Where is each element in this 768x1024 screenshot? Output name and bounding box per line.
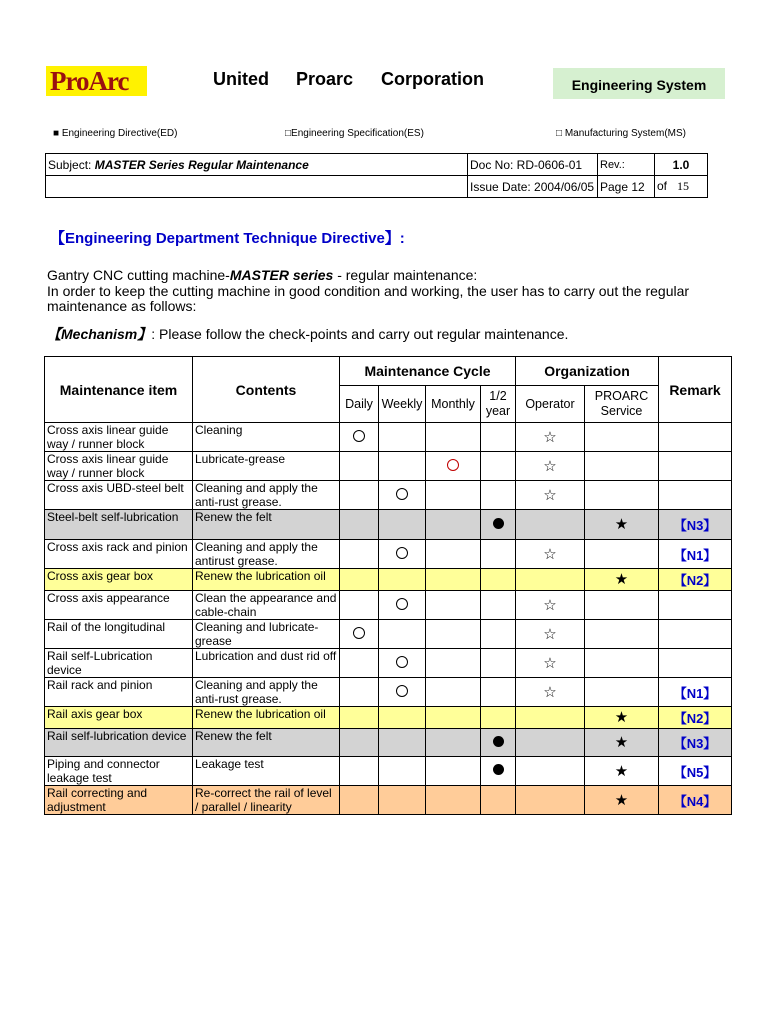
cycle-weekly-cell	[379, 540, 426, 569]
operator-cell	[516, 481, 585, 510]
operator-cell	[516, 786, 585, 815]
proarc-service-cell	[585, 569, 659, 591]
filled-star-icon: ★	[614, 709, 629, 726]
cycle-weekly-cell	[379, 452, 426, 481]
cycle-weekly-cell	[379, 423, 426, 452]
proarc-service-cell	[585, 649, 659, 678]
table-row	[45, 540, 732, 569]
proarc-logo: ProArc	[46, 66, 147, 96]
cycle-monthly-cell	[426, 540, 481, 569]
circle-icon	[447, 459, 459, 471]
circle-icon	[396, 547, 408, 559]
table-row	[45, 423, 732, 452]
contents-cell: Renew the felt	[193, 510, 340, 540]
cycle-half-cell	[481, 591, 516, 620]
proarc-service-cell	[585, 540, 659, 569]
cycle-weekly-cell	[379, 757, 426, 786]
contents-cell: Renew the lubrication oil	[193, 707, 340, 729]
header-remark: Remark	[659, 357, 732, 423]
proarc-service-cell	[585, 481, 659, 510]
intro-line-3: maintenance as follows:	[47, 298, 197, 314]
cycle-weekly-cell	[379, 481, 426, 510]
filled-dot-icon	[493, 518, 504, 529]
intro-line-1: Gantry CNC cutting machine-MASTER series - regular maintenance:	[47, 267, 478, 283]
cycle-monthly-cell	[426, 423, 481, 452]
contents-cell: Lubrication and dust rid off	[193, 649, 340, 678]
cycle-daily-cell	[340, 678, 379, 707]
engineering-system-badge: Engineering System	[553, 68, 725, 99]
remark-cell	[659, 423, 732, 452]
maintenance-item-cell: Cross axis appearance	[45, 591, 193, 620]
header-proarc-service: PROARC Service	[585, 386, 659, 423]
proarc-service-cell	[585, 620, 659, 649]
cycle-daily-cell	[340, 540, 379, 569]
cycle-daily-cell	[340, 649, 379, 678]
remark-cell	[659, 649, 732, 678]
table-row	[45, 591, 732, 620]
operator-cell	[516, 620, 585, 649]
operator-cell	[516, 649, 585, 678]
circle-icon	[396, 656, 408, 668]
cycle-daily-cell	[340, 591, 379, 620]
cycle-daily-cell	[340, 452, 379, 481]
contents-cell: Cleaning	[193, 423, 340, 452]
proarc-service-cell	[585, 729, 659, 757]
table-row	[45, 510, 732, 540]
cycle-half-cell	[481, 569, 516, 591]
outline-star-icon: ☆	[543, 683, 557, 701]
cycle-monthly-cell	[426, 649, 481, 678]
maintenance-item-cell: Rail self-Lubrication device	[45, 649, 193, 678]
header-monthly: Monthly	[426, 386, 481, 423]
cycle-half-cell	[481, 729, 516, 757]
remark-cell: 【N3】	[659, 510, 732, 540]
proarc-service-cell	[585, 423, 659, 452]
remark-cell	[659, 620, 732, 649]
outline-star-icon: ☆	[543, 457, 557, 475]
company-name-united: United	[213, 69, 269, 89]
outline-star-icon: ☆	[543, 625, 557, 643]
remark-cell: 【N2】	[659, 569, 732, 591]
filled-star-icon: ★	[614, 762, 629, 780]
cycle-monthly-cell	[426, 620, 481, 649]
maintenance-item-cell: Cross axis rack and pinion	[45, 540, 193, 569]
maintenance-item-cell: Steel-belt self-lubrication	[45, 510, 193, 540]
cycle-half-cell	[481, 481, 516, 510]
cycle-weekly-cell	[379, 649, 426, 678]
circle-icon	[353, 627, 365, 639]
cycle-monthly-cell	[426, 591, 481, 620]
option-manufacturing-system: □ Manufacturing System(MS)	[556, 128, 686, 139]
header-operator: Operator	[516, 386, 585, 423]
cycle-monthly-cell	[426, 569, 481, 591]
proarc-service-cell	[585, 707, 659, 729]
cycle-weekly-cell	[379, 729, 426, 757]
table-row	[45, 569, 732, 591]
remark-cell	[659, 591, 732, 620]
contents-cell: Renew the lubrication oil	[193, 569, 340, 591]
operator-cell	[516, 729, 585, 757]
contents-cell: Clean the appearance and cable-chain	[193, 591, 340, 620]
cycle-half-cell	[481, 757, 516, 786]
operator-cell	[516, 591, 585, 620]
outline-star-icon: ☆	[543, 545, 557, 563]
issue-date: Issue Date: 2004/06/05	[468, 176, 598, 198]
outline-star-icon: ☆	[543, 428, 557, 446]
table-row	[45, 649, 732, 678]
header-contents: Contents	[193, 357, 340, 423]
option-engineering-directive: ■ Engineering Directive(ED)	[53, 128, 178, 139]
rev-value: 1.0	[655, 154, 708, 176]
filled-star-icon: ★	[614, 516, 629, 533]
subject-title: MASTER Series Regular Maintenance	[94, 157, 309, 172]
header-maintenance-cycle: Maintenance Cycle	[340, 357, 516, 386]
header-half-year: 1/2 year	[481, 386, 516, 423]
cycle-daily-cell	[340, 786, 379, 815]
mechanism-line: 【Mechanism】: Please follow the check-points and carry out regular maintenance.	[47, 326, 569, 342]
proarc-service-cell	[585, 757, 659, 786]
filled-star-icon: ★	[614, 734, 629, 751]
cycle-daily-cell	[340, 729, 379, 757]
operator-cell	[516, 569, 585, 591]
page-number: Page 12	[598, 176, 655, 198]
contents-cell: Renew the felt	[193, 729, 340, 757]
empty-box-icon: □	[285, 128, 292, 139]
maintenance-item-cell: Cross axis linear guide way / runner block	[45, 452, 193, 481]
proarc-service-cell	[585, 591, 659, 620]
operator-cell	[516, 678, 585, 707]
cycle-monthly-cell	[426, 757, 481, 786]
remark-cell: 【N4】	[659, 786, 732, 815]
table-row	[45, 707, 732, 729]
cycle-daily-cell	[340, 707, 379, 729]
proarc-service-cell	[585, 510, 659, 540]
maintenance-item-cell: Cross axis UBD-steel belt	[45, 481, 193, 510]
table-row	[45, 757, 732, 786]
filled-dot-icon	[493, 764, 504, 775]
contents-cell: Lubricate-grease	[193, 452, 340, 481]
cycle-weekly-cell	[379, 620, 426, 649]
cycle-half-cell	[481, 786, 516, 815]
remark-cell	[659, 452, 732, 481]
circle-icon	[396, 685, 408, 697]
remark-cell: 【N3】	[659, 729, 732, 757]
circle-icon	[396, 598, 408, 610]
cycle-half-cell	[481, 423, 516, 452]
table-row	[45, 729, 732, 757]
cycle-monthly-cell	[426, 678, 481, 707]
filled-star-icon: ★	[614, 571, 629, 588]
contents-cell: Re-correct the rail of level / parallel / linearity	[193, 786, 340, 815]
remark-cell	[659, 481, 732, 510]
option-engineering-specification: □Engineering Specification(ES)	[285, 128, 424, 139]
remark-cell: 【N2】	[659, 707, 732, 729]
cycle-half-cell	[481, 620, 516, 649]
intro-line-2: In order to keep the cutting machine in good condition and working, the user has to carry out the regular	[47, 283, 690, 299]
cycle-weekly-cell	[379, 591, 426, 620]
proarc-service-cell	[585, 678, 659, 707]
operator-cell	[516, 423, 585, 452]
proarc-service-cell	[585, 452, 659, 481]
header-organization: Organization	[516, 357, 659, 386]
cycle-daily-cell	[340, 757, 379, 786]
maintenance-item-cell: Rail rack and pinion	[45, 678, 193, 707]
table-row	[45, 786, 732, 815]
cycle-half-cell	[481, 510, 516, 540]
cycle-monthly-cell	[426, 707, 481, 729]
subject-cell: Subject: MASTER Series Regular Maintenance	[46, 154, 468, 176]
cycle-weekly-cell	[379, 707, 426, 729]
circle-icon	[396, 488, 408, 500]
doc-no: Doc No: RD-0606-01	[468, 154, 598, 176]
cycle-half-cell	[481, 707, 516, 729]
outline-star-icon: ☆	[543, 596, 557, 614]
cycle-daily-cell	[340, 423, 379, 452]
contents-cell: Cleaning and lubricate-grease	[193, 620, 340, 649]
maintenance-item-cell: Cross axis gear box	[45, 569, 193, 591]
cycle-half-cell	[481, 678, 516, 707]
rev-label: Rev.:	[598, 154, 655, 176]
maintenance-item-cell: Piping and connector leakage test	[45, 757, 193, 786]
operator-cell	[516, 452, 585, 481]
cycle-daily-cell	[340, 510, 379, 540]
subject-blank	[46, 176, 468, 198]
cycle-monthly-cell	[426, 729, 481, 757]
operator-cell	[516, 510, 585, 540]
header-daily: Daily	[340, 386, 379, 423]
table-row	[45, 678, 732, 707]
company-name-proarc: Proarc	[296, 69, 354, 89]
filled-star-icon: ★	[614, 791, 629, 809]
cycle-weekly-cell	[379, 786, 426, 815]
header-maintenance-item: Maintenance item	[45, 357, 193, 423]
cycle-weekly-cell	[379, 569, 426, 591]
company-name-corporation: Corporation	[381, 69, 484, 89]
cycle-weekly-cell	[379, 678, 426, 707]
remark-cell: 【N5】	[659, 757, 732, 786]
maintenance-item-cell: Rail self-lubrication device	[45, 729, 193, 757]
cycle-monthly-cell	[426, 510, 481, 540]
cycle-half-cell	[481, 649, 516, 678]
cycle-half-cell	[481, 452, 516, 481]
cycle-weekly-cell	[379, 510, 426, 540]
outline-star-icon: ☆	[543, 486, 557, 504]
contents-cell: Cleaning and apply the anti-rust grease.	[193, 678, 340, 707]
subject-table	[45, 153, 708, 198]
remark-cell: 【N1】	[659, 540, 732, 569]
contents-cell: Leakage test	[193, 757, 340, 786]
cycle-daily-cell	[340, 620, 379, 649]
maintenance-table	[44, 356, 732, 815]
cycle-monthly-cell	[426, 786, 481, 815]
filled-dot-icon	[493, 736, 504, 747]
circle-icon	[353, 430, 365, 442]
contents-cell: Cleaning and apply the anti-rust grease.	[193, 481, 340, 510]
maintenance-item-cell: Rail correcting and adjustment	[45, 786, 193, 815]
operator-cell	[516, 707, 585, 729]
outline-star-icon: ☆	[543, 654, 557, 672]
empty-box-icon: □	[556, 128, 563, 139]
mechanism-label: 【Mechanism】	[47, 326, 152, 342]
table-row	[45, 620, 732, 649]
maintenance-item-cell: Cross axis linear guide way / runner block	[45, 423, 193, 452]
operator-cell	[516, 540, 585, 569]
contents-cell: Cleaning and apply the antirust grease.	[193, 540, 340, 569]
remark-cell: 【N1】	[659, 678, 732, 707]
directive-heading: 【Engineering Department Technique Directive】:	[50, 230, 405, 247]
cycle-half-cell	[481, 540, 516, 569]
table-row	[45, 481, 732, 510]
maintenance-item-cell: Rail of the longitudinal	[45, 620, 193, 649]
table-row	[45, 452, 732, 481]
maintenance-item-cell: Rail axis gear box	[45, 707, 193, 729]
cycle-daily-cell	[340, 481, 379, 510]
operator-cell	[516, 757, 585, 786]
page-total: of 15	[655, 176, 708, 198]
header-weekly: Weekly	[379, 386, 426, 423]
cycle-monthly-cell	[426, 481, 481, 510]
checked-box-icon: ■	[53, 128, 60, 139]
cycle-daily-cell	[340, 569, 379, 591]
proarc-service-cell	[585, 786, 659, 815]
cycle-monthly-cell	[426, 452, 481, 481]
